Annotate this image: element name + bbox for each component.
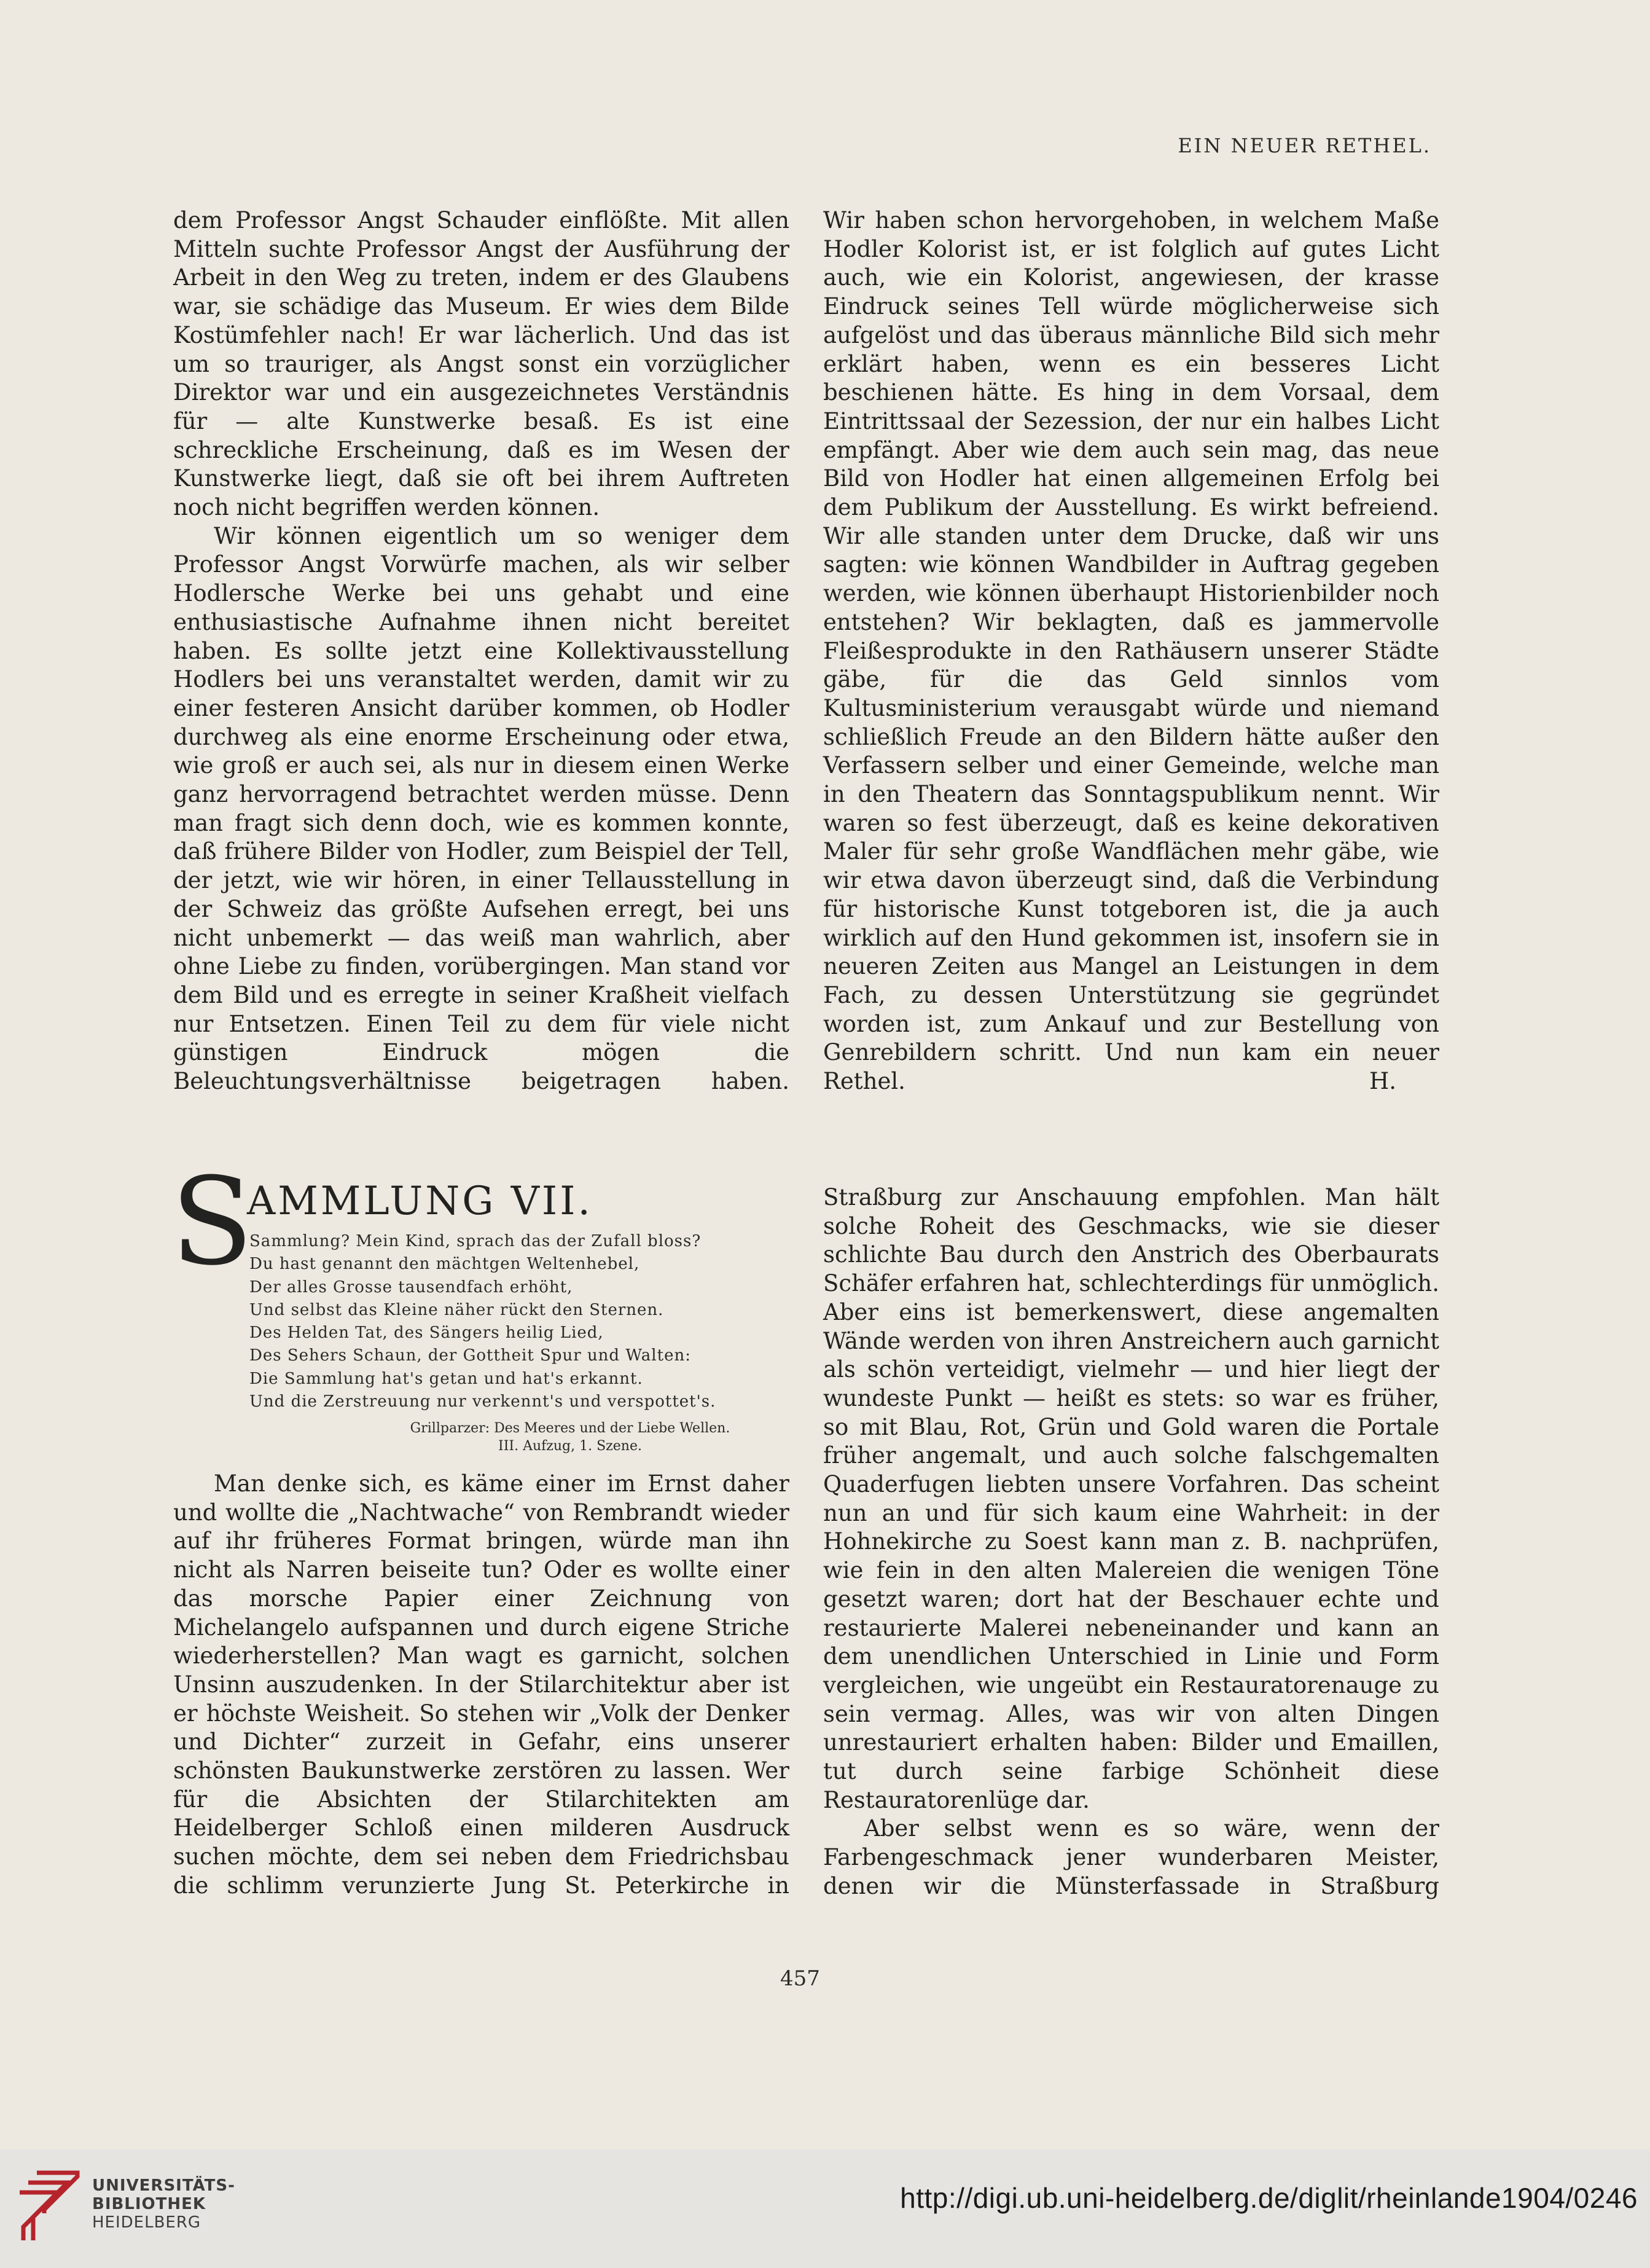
section-title: AMMLUNG VII. <box>247 1179 593 1224</box>
drop-cap: S <box>171 1152 254 1292</box>
poem-line: Der alles Grosse tausendfach erhöht, <box>249 1277 573 1297</box>
poem-line: Die Sammlung hat's getan und hat's erkannt. <box>249 1369 643 1388</box>
author-signature: H. <box>1369 1068 1396 1095</box>
digitization-footer <box>0 2149 1650 2268</box>
poem-line: Und die Zerstreuung nur verkennt's und verspottet's. <box>249 1392 716 1411</box>
article-column-bottom-right <box>823 1183 1439 1901</box>
epigraph-attribution <box>367 1419 773 1455</box>
paragraph: Man denke sich, es käme einer im Ernst daher und wollte die „Nachtwache“ von Rembrandt wieder auf ihr früheres Format bringen, würde man ihn nicht als Narren beiseite tun? Oder es wollte einer das morsche Papier einer Zeichnung von Michelangelo aufspannen und durch eigene Striche wiederherstellen? Man wagt es garnicht, solchen Unsinn auszudenken. In der Stilarchitektur aber ist er höchste Weisheit. So stehen wir „Volk der Denker und Dichter“ zurzeit in Gefahr, eins unserer schönsten Baukunstwerke zerstören zu lassen. Wer für die Absichten der Stilarchitekten am Heidelberger Schloß einen milderen Ausdruck suchen möchte, dem sei neben dem Friedrichsbau die schlimm verunzierte Jung St. Peterkirche in <box>173 1470 789 1899</box>
epigraph-poem <box>249 1230 784 1413</box>
closing-line <box>823 1067 1439 1096</box>
section-heading-block <box>171 1152 791 1459</box>
permalink-url[interactable]: http://digi.ub.uni-heidelberg.de/diglit/rheinlande1904/0246 <box>900 2182 1638 2214</box>
poem-line: Und selbst das Kleine näher rückt den Sternen. <box>249 1300 664 1319</box>
page-number: 457 <box>780 1966 820 1991</box>
library-name-line: BIBLIOTHEK <box>92 2195 206 2213</box>
paragraph: Wir können eigentlich um so weniger dem Professor Angst Vorwürfe machen, als wir selber Hodlersche Werke bei uns gehabt und eine enthusiastische Aufnahme ihnen nicht bereitet haben. Es sollte jetzt eine Kollektivausstellung Hodlers bei uns veranstaltet werden, damit wir zu einer festeren Ansicht darüber kommen, ob Hodler durchweg als eine enorme Erscheinung oder etwa, wie groß er auch sei, als nur in diesem einen Werke ganz hervorragend betrachtet werden müsse. Denn man fragt sich denn doch, wie es kommen konnte, daß frühere Bilder von Hodler, zum Beispiel der Tell, der jetzt, wie wir hören, in einer Tellausstellung in der Schweiz das größte Aufsehen erregt, bei uns nicht unbemerkt — das weiß man wahrlich, aber ohne Liebe zu finden, vorübergingen. Man stand vor dem Bild und es erregte in seiner Kraßheit vielfach nur Entsetzen. Einen Teil zu dem für viele nicht günstigen Eindruck mögen die Beleuchtungsverhältnisse beigetragen haben. <box>173 522 789 1095</box>
poem-line: Des Sehers Schaun, der Gottheit Spur und Walten: <box>249 1346 691 1365</box>
attribution-line: III. Aufzug, 1. Szene. <box>498 1438 642 1454</box>
paragraph: dem Professor Angst Schauder einflößte. Mit allen Mitteln suchte Professor Angst der Ausführung der Arbeit in den Weg zu treten, indem er des Glaubens war, sie schädige das Museum. Er wies dem Bilde Kostümfehler nach! Er war lächerlich. Und das ist um so trauriger, als Angst sonst ein vorzüglicher Direktor war und ein ausgezeichnetes Verständnis für — alte Kunstwerke besaß. Es ist eine schreckliche Erscheinung, daß es im Wesen der Kunstwerke liegt, daß sie oft bei ihrem Auftreten noch nicht begriffen werden können. <box>173 207 789 521</box>
poem-line: Du hast genannt den mächtgen Weltenhebel, <box>249 1255 640 1274</box>
library-name <box>92 2176 235 2232</box>
closing-word: Rethel. <box>823 1068 905 1095</box>
running-head: EIN NEUER RETHEL. <box>1178 134 1431 157</box>
library-name-line: HEIDELBERG <box>92 2213 201 2232</box>
poem-line: Sammlung? Mein Kind, sprach das der Zufall bloss? <box>249 1232 702 1250</box>
poem-line: Des Helden Tat, des Sängers heilig Lied, <box>249 1324 604 1343</box>
paragraph: Straßburg zur Anschauung empfohlen. Man hält solche Roheit des Geschmacks, wie sie dieser schlichte Bau durch den Anstrich des Oberbaurats Schäfer erfahren hat, schlechterdings für unmöglich. Aber eins ist bemerkenswert, diese angemalten Wände werden von ihren Anstreichern auch garnicht als schön verteidigt, vielmehr — und hier liegt der wundeste Punkt — heißt es stets: so war es früher, so mit Blau, Rot, Grün und Gold waren die Portale früher angemalt, und auch solche falschgemalten Quaderfugen liebten unsere Vorfahren. Das scheint nun an und für sich kaum eine Wahrheit: in der Hohnekirche zu Soest kann man z. B. nachprüfen, wie fein in den alten Malereien die wenigen Töne gesetzt waren; dort hat der Beschauer echte und restaurierte Malerei nebeneinander und kann an dem unendlichen Unterschied in Linie und Form vergleichen, wie ungeübt ein Restauratorenauge zu sein vermag. Alles, was wir von alten Dingen unrestauriert erhalten haben: Bilder und Emaillen, tut durch seine farbige Schönheit diese Restauratorenlüge dar. <box>823 1184 1439 1813</box>
article-column-top-right <box>823 206 1439 1096</box>
attribution-line: Grillparzer: Des Meeres und der Liebe Wellen. <box>410 1421 730 1436</box>
paragraph: Wir haben schon hervorgehoben, in welchem Maße Hodler Kolorist ist, er ist folglich auf gutes Licht auch, wie ein Kolorist, angewiesen, der krasse Eindruck seines Tell würde möglicherweise sich aufgelöst und das überaus männliche Bild sich mehr erklärt haben, wenn es ein besseres Licht beschienen hätte. Es hing in dem Vorsaal, dem Eintrittssaal der Sezession, der nur ein halbes Licht empfängt. Aber wie dem auch sein mag, das neue Bild von Hodler hat einen allgemeinen Erfolg bei dem Publikum der Ausstellung. Es wirkt befreiend. Wir alle standen unter dem Drucke, daß wir uns sagten: wie können Wandbilder in Auftrag gegeben werden, wie können überhaupt Historienbilder noch entstehen? Wir beklagten, daß es jammervolle Fleißesprodukte in den Rathäusern unserer Städte gäbe, für die das Geld sinnlos vom Kultusministerium verausgabt würde und niemand schließlich Freude an den Bildern hätte außer den Verfassern selber und einer Gemeinde, welche man in den Theatern das Sonntagspublikum nennt. Wir waren so fest überzeugt, daß es keine dekorativen Maler für sehr große Wandflächen mehr gäbe, wie wir etwa davon überzeugt sind, daß die Verbindung für historische Kunst totgeboren ist, die ja auch wirklich auf den Hund gekommen ist, insofern sie in neueren Zeiten aus Mangel an Leistungen in dem Fach, zu dessen Unterstützung sie gegründet worden ist, zum Ankauf und zur Bestellung von Genrebildern schritt. Und nun kam ein neuer <box>823 207 1439 1066</box>
article-column-bottom-left <box>173 1470 789 1901</box>
library-logo-icon <box>15 2168 82 2243</box>
article-column-top-left <box>173 206 789 1096</box>
library-name-line: UNIVERSITÄTS- <box>92 2176 235 2195</box>
paragraph: Aber selbst wenn es so wäre, wenn der Farbengeschmack jener wunderbaren Meister, denen wir die Münsterfassade in Straßburg <box>823 1815 1439 1899</box>
